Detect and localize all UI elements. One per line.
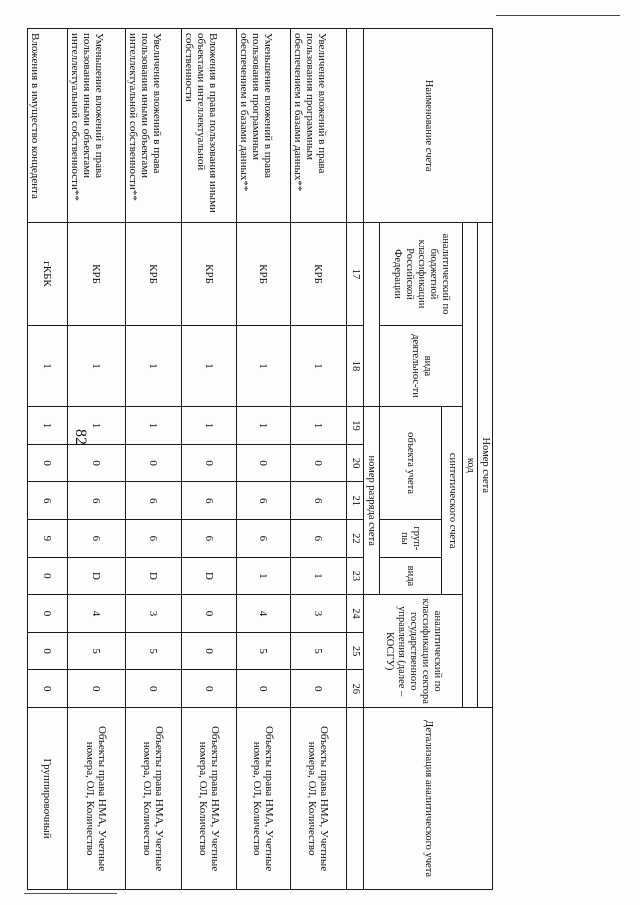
bottom-rule: [24, 893, 117, 894]
header-detail: Детализация аналитического учета: [364, 708, 493, 890]
kbk-cell: КРБ: [126, 223, 182, 325]
header-type: вида: [380, 557, 442, 595]
digit-22-cell: 6: [291, 520, 347, 558]
account-name-cell: Вложения в права пользования иными объектами интеллектуальной собственности: [182, 29, 237, 223]
kbk-cell: КРБ: [182, 223, 237, 325]
kosgu-26-cell: 0: [237, 670, 291, 708]
kosgu-24-cell: 4: [68, 595, 126, 633]
header-budget-classification: аналитический по бюджетной классификации Российской Федерации: [380, 223, 463, 325]
kosgu-25-cell: 5: [237, 632, 291, 670]
column-number: 17: [347, 223, 364, 325]
table-row: [291, 29, 347, 890]
kosgu-25-cell: 0: [28, 632, 68, 670]
activity-cell: 1: [291, 325, 347, 406]
header-account-number: Номер счета: [478, 223, 493, 708]
column-number-blank: [347, 29, 364, 223]
header-row-1: [478, 29, 493, 890]
kosgu-24-cell: 0: [28, 595, 68, 633]
digit-20-cell: 0: [68, 444, 126, 482]
header-account-name: Наименование счета: [364, 29, 493, 223]
digit-19-cell: 1: [237, 407, 291, 445]
kosgu-26-cell: 0: [68, 670, 126, 708]
digit-21-cell: 6: [237, 482, 291, 520]
account-name-cell: Уменьшение вложений в права пользования программным обеспечением и базами данных**: [237, 29, 291, 223]
kosgu-25-cell: 5: [126, 632, 182, 670]
detail-cell: Объекты права НМА, Учетные номера, ОЛ, Количество: [237, 708, 291, 890]
header-groups: груп-пы: [380, 520, 442, 558]
activity-cell: 1: [28, 325, 68, 406]
table-row: [237, 29, 291, 890]
activity-cell: 1: [126, 325, 182, 406]
digit-21-cell: 6: [68, 482, 126, 520]
digit-20-cell: 0: [28, 444, 68, 482]
digit-23-cell: D: [182, 557, 237, 595]
table-row: [68, 29, 126, 890]
header-blank-cell: [364, 223, 380, 407]
kosgu-26-cell: 0: [182, 670, 237, 708]
column-number: 21: [347, 482, 364, 520]
kosgu-26-cell: 0: [126, 670, 182, 708]
activity-cell: 1: [182, 325, 237, 406]
page-number: 82: [72, 429, 89, 445]
accounts-table: [27, 28, 493, 890]
kbk-cell: гКБК: [28, 223, 68, 325]
header-synthetic-account: синтетического счета: [442, 407, 463, 595]
column-number: 19: [347, 407, 364, 445]
table-body: [28, 29, 493, 890]
column-number: 26: [347, 670, 364, 708]
kbk-cell: КРБ: [291, 223, 347, 325]
detail-cell: Объекты права НМА, Учетные номера, ОЛ, Количество: [126, 708, 182, 890]
account-name-cell: Увеличение вложений в права пользования программным обеспечением и базами данных**: [291, 29, 347, 223]
digit-19-cell: 1: [68, 407, 126, 445]
digit-20-cell: 0: [237, 444, 291, 482]
activity-cell: 1: [68, 325, 126, 406]
kbk-cell: КРБ: [68, 223, 126, 325]
digit-20-cell: 0: [291, 444, 347, 482]
kbk-cell: КРБ: [237, 223, 291, 325]
column-number: 24: [347, 595, 364, 633]
header-digit-number: номер разряда счета: [364, 407, 380, 595]
digit-20-cell: 0: [126, 444, 182, 482]
top-rule: [496, 15, 620, 16]
header-code: код: [463, 223, 478, 708]
kosgu-26-cell: 0: [291, 670, 347, 708]
digit-22-cell: 9: [28, 520, 68, 558]
digit-21-cell: 6: [28, 482, 68, 520]
digit-22-cell: 6: [68, 520, 126, 558]
kosgu-24-cell: 3: [291, 595, 347, 633]
digit-23-cell: D: [126, 557, 182, 595]
account-name-cell: Уменьшение вложений в права пользования иными объектами интеллектуальной собственности**: [68, 29, 126, 223]
header-account-object: объекта учета: [380, 407, 442, 520]
digit-22-cell: 6: [126, 520, 182, 558]
column-number: 18: [347, 325, 364, 406]
detail-cell: Объекты права НМА, Учетные номера, ОЛ, Количество: [68, 708, 126, 890]
kosgu-24-cell: 3: [126, 595, 182, 633]
kosgu-25-cell: 5: [68, 632, 126, 670]
digit-19-cell: 1: [28, 407, 68, 445]
table-row: [182, 29, 237, 890]
digit-19-cell: 1: [182, 407, 237, 445]
column-number: 25: [347, 632, 364, 670]
account-name-cell: Вложения в имущество концедента: [28, 29, 68, 223]
header-activity-type: вида деятельнос-ти: [380, 325, 463, 406]
digit-20-cell: 0: [182, 444, 237, 482]
digit-23-cell: 1: [291, 557, 347, 595]
column-number: 22: [347, 520, 364, 558]
column-number: 23: [347, 557, 364, 595]
digit-23-cell: D: [68, 557, 126, 595]
activity-cell: 1: [237, 325, 291, 406]
column-numbers-row: [347, 29, 364, 890]
detail-cell: Объекты права НМА, Учетные номера, ОЛ, Количество: [182, 708, 237, 890]
kosgu-25-cell: 0: [182, 632, 237, 670]
kosgu-26-cell: 0: [28, 670, 68, 708]
detail-cell: Группировочный: [28, 708, 68, 890]
kosgu-24-cell: 4: [237, 595, 291, 633]
digit-19-cell: 1: [291, 407, 347, 445]
column-number: 20: [347, 444, 364, 482]
account-name-cell: Увеличение вложений в права пользования иными объектами интеллектуальной собственности**: [126, 29, 182, 223]
kosgu-24-cell: 0: [182, 595, 237, 633]
detail-cell: Объекты права НМА, Учетные номера, ОЛ, Количество: [291, 708, 347, 890]
table-row: [126, 29, 182, 890]
rotated-table-wrapper: [29, 28, 493, 890]
digit-22-cell: 6: [182, 520, 237, 558]
kosgu-25-cell: 5: [291, 632, 347, 670]
digit-21-cell: 6: [126, 482, 182, 520]
digit-21-cell: 6: [291, 482, 347, 520]
table-row: [28, 29, 68, 890]
column-number-blank: [347, 708, 364, 890]
digit-21-cell: 6: [182, 482, 237, 520]
header-kosgu: аналитический по классификации сектора государственного управления (далее – КОСГУ): [364, 595, 463, 708]
digit-23-cell: 0: [28, 557, 68, 595]
digit-19-cell: 1: [126, 407, 182, 445]
digit-22-cell: 6: [237, 520, 291, 558]
digit-23-cell: 1: [237, 557, 291, 595]
